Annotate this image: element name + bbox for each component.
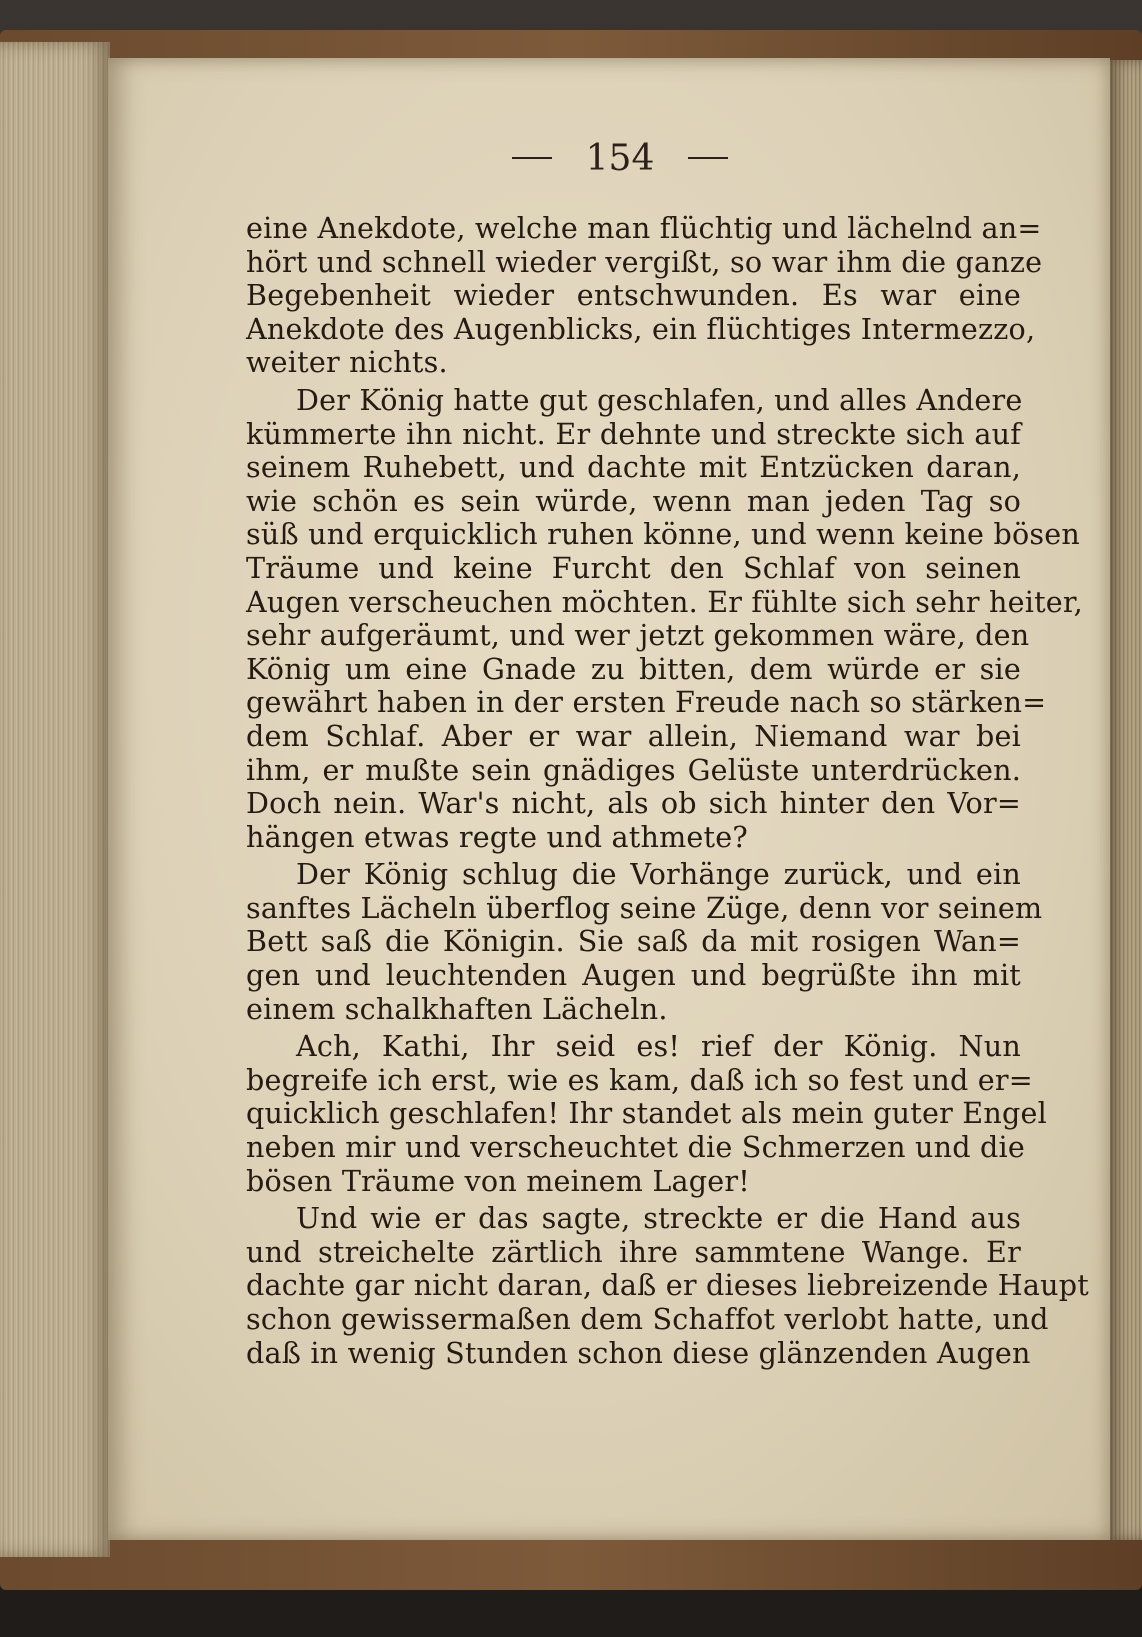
paragraph bbox=[246, 857, 1043, 1026]
text-line: sehr aufgeräumt, und wer jetzt gekommen wäre, den bbox=[246, 618, 1030, 653]
text-line: bösen Träume von meinem Lager! bbox=[246, 1163, 750, 1198]
paragraph bbox=[246, 382, 1083, 854]
paragraph bbox=[246, 211, 1043, 380]
text-line: ihm, er mußte sein gnädiges Gelüste unterdrücken. bbox=[246, 752, 1021, 787]
text-line: Ach, Kathi, Ihr seid es! rief der König. Nun bbox=[296, 1029, 1021, 1064]
left-page-stack bbox=[0, 42, 110, 1557]
text-line: Und wie er das sagte, streckte er die Hand aus bbox=[296, 1201, 1021, 1236]
text-line: Träume und keine Furcht den Schlaf von seinen bbox=[246, 550, 1021, 585]
text-line: süß und erquicklich ruhen könne, und wenn keine bösen bbox=[246, 517, 1080, 552]
paragraph bbox=[246, 1201, 1089, 1370]
folio-dash-right bbox=[688, 157, 728, 159]
paragraph bbox=[246, 1029, 1047, 1198]
text-line: eine Anekdote, welche man flüchtig und lächelnd an= bbox=[246, 211, 1042, 245]
right-page-stack bbox=[1108, 60, 1142, 1540]
text-line: einem schalkhaften Lächeln. bbox=[246, 991, 668, 1026]
text-line: gen und leuchtenden Augen und begrüßte ihn mit bbox=[246, 958, 1021, 993]
page-header bbox=[500, 128, 740, 188]
text-line: Anekdote des Augenblicks, ein flüchtiges Intermezzo, bbox=[246, 311, 1036, 346]
text-line: neben mir und verscheuchtet die Schmerzen und die bbox=[246, 1130, 1025, 1165]
text-line: quicklich geschlafen! Ihr standet als mein guter Engel bbox=[246, 1096, 1047, 1131]
text-line: dachte gar nicht daran, daß er dieses liebreizende Haupt bbox=[246, 1268, 1089, 1303]
text-line: gewährt haben in der ersten Freude nach so stärken= bbox=[246, 685, 1047, 720]
text-line: König um eine Gnade zu bitten, dem würde er sie bbox=[246, 651, 1021, 686]
text-line: seinem Ruhebett, und dachte mit Entzücken daran, bbox=[246, 450, 1021, 485]
text-line: begreife ich erst, wie es kam, daß ich so fest und er= bbox=[246, 1062, 1033, 1097]
text-line: sanftes Lächeln überflog seine Züge, denn vor seinem bbox=[246, 890, 1043, 925]
text-line: Doch nein. War's nicht, als ob sich hinter den Vor= bbox=[246, 786, 1021, 821]
text-line: wie schön es sein würde, wenn man jeden Tag so bbox=[246, 483, 1021, 518]
text-line: weiter nichts. bbox=[246, 345, 448, 380]
text-line: kümmerte ihn nicht. Er dehnte und streckte sich auf bbox=[246, 416, 1021, 451]
text-line: dem Schlaf. Aber er war allein, Niemand war bei bbox=[246, 718, 1021, 753]
text-line: Der König schlug die Vorhänge zurück, und ein bbox=[296, 857, 1021, 892]
text-line: hört und schnell wieder vergißt, so war ihm die ganze bbox=[246, 244, 1043, 279]
text-line: Augen verscheuchen möchten. Er fühlte sich sehr heiter, bbox=[246, 584, 1083, 619]
text-line: und streichelte zärtlich ihre sammtene Wange. Er bbox=[246, 1234, 1021, 1269]
folio-dash-left bbox=[512, 157, 552, 159]
text-line: hängen etwas regte und athmete? bbox=[246, 819, 748, 854]
text-line: daß in wenig Stunden schon diese glänzenden Augen bbox=[246, 1335, 1031, 1370]
page-number: 154 bbox=[585, 137, 655, 179]
text-line: schon gewissermaßen dem Schaffot verlobt hatte, und bbox=[246, 1302, 1049, 1336]
body-text bbox=[246, 211, 1089, 1374]
text-line: Begebenheit wieder entschwunden. Es war eine bbox=[246, 278, 1021, 313]
text-line: Bett saß die Königin. Sie saß da mit rosigen Wan= bbox=[246, 924, 1021, 959]
text-line: Der König hatte gut geschlafen, und alles Andere bbox=[296, 382, 1023, 417]
